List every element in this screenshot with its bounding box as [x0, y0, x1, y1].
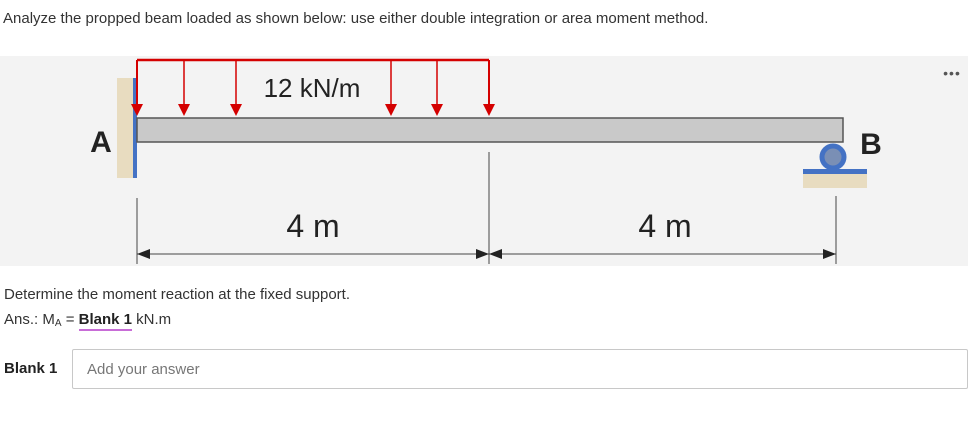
dimension-lines	[137, 152, 836, 264]
ans-subscript: A	[54, 318, 62, 329]
blank-reference: Blank 1	[79, 311, 132, 331]
span-right-label: 4 m	[638, 208, 692, 244]
fixed-wall	[117, 78, 133, 178]
answer-prompt	[4, 311, 171, 329]
answer-input[interactable]	[72, 349, 968, 389]
support-b-label: B	[860, 128, 882, 161]
ans-unit: kN.m	[132, 311, 172, 328]
determine-text: Determine the moment reaction at the fixed support.	[4, 286, 351, 303]
ans-equals: =	[61, 311, 79, 328]
roller-support	[803, 146, 867, 188]
beam	[137, 118, 843, 142]
question-text: Analyze the propped beam loaded as shown below: use either double integration or area moment method.	[3, 10, 709, 27]
load-label: 12 kN/m	[263, 73, 361, 103]
beam-diagram	[0, 56, 968, 266]
span-left-label: 4 m	[286, 208, 340, 244]
ans-prefix: Ans.: M	[4, 311, 55, 328]
support-a-label: A	[90, 126, 112, 159]
blank-label: Blank 1	[4, 360, 58, 377]
ellipsis-icon[interactable]: •••	[943, 65, 961, 81]
beam-figure	[0, 56, 968, 266]
